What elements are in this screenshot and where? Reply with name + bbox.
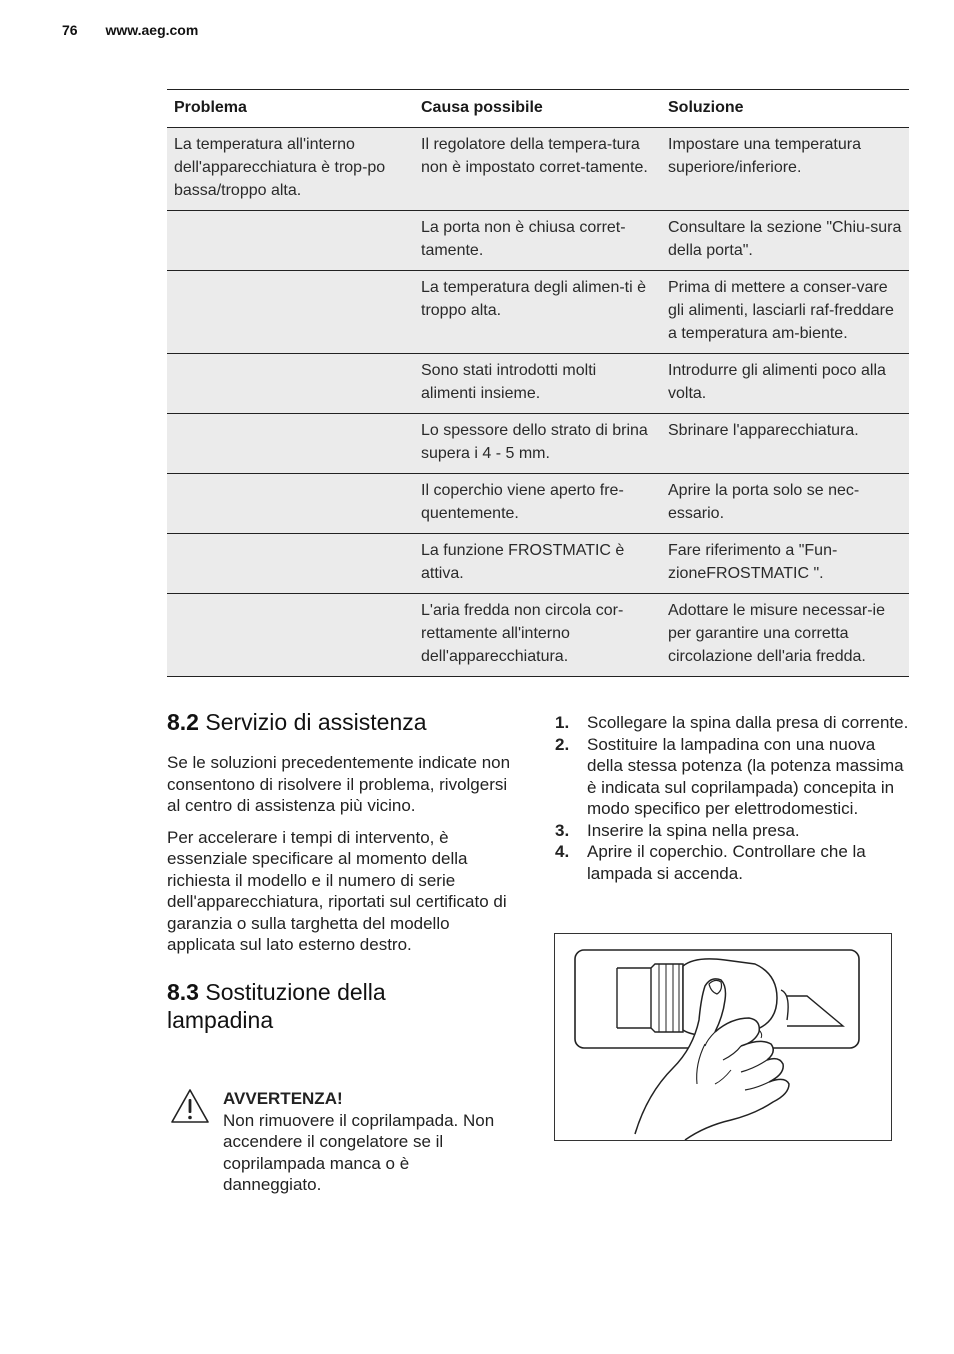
cell-problem [167, 211, 414, 271]
warning-triangle-icon [170, 1088, 210, 1124]
table-row [167, 354, 909, 414]
page-number: 76 [62, 22, 78, 38]
cell-problem [167, 354, 414, 414]
section-title: Sostituzione della [205, 978, 386, 1005]
cell-problem [167, 474, 414, 534]
list-item [553, 712, 913, 734]
list-item [553, 841, 913, 884]
section-number: 8.3 [167, 978, 199, 1005]
cell-cause: Sono stati introdotti molti alimenti insieme. [414, 354, 661, 414]
warning-message: Non rimuovere il coprilampada. Non accendere il congelatore se il coprilampada manca o è danneggiato. [223, 1110, 495, 1194]
cell-problem [167, 414, 414, 474]
cell-cause: La funzione FROSTMATIC è attiva. [414, 534, 661, 594]
right-column [553, 712, 913, 884]
website-url: www.aeg.com [105, 22, 199, 38]
warning-text-block [223, 1088, 503, 1196]
cell-problem [167, 534, 414, 594]
troubleshooting-table [167, 89, 909, 677]
section-heading-service [167, 708, 512, 736]
lamp-replacement-steps [553, 712, 913, 884]
cell-cause: Il regolatore della tempera-tura non è impostato corret-tamente. [414, 128, 661, 211]
column-header-solution: Soluzione [661, 90, 909, 128]
step-number: 2. [555, 734, 570, 754]
cell-cause: L'aria fredda non circola cor-rettamente all'interno dell'apparecchiatura. [414, 594, 661, 677]
step-text: Scollegare la spina dalla presa di corrente. [587, 713, 909, 732]
step-number: 4. [555, 842, 570, 861]
section-heading-lamp [167, 978, 512, 1034]
cell-cause: Il coperchio viene aperto fre-quentemente. [414, 474, 661, 534]
warning-title: AVVERTENZA! [223, 1089, 343, 1108]
list-item [553, 734, 913, 820]
hand-bulb-drawing [555, 934, 891, 1140]
step-number: 3. [555, 820, 570, 840]
service-paragraph: Per accelerare i tempi di intervento, è essenziale specificare al momento della richiesta il modello e il numero di serie dell'apparecchiatura, riportati sul certificato di garanzia o sulla targhetta del modello applicata sul lato esterno destro. [167, 827, 507, 954]
cell-problem: La temperatura all'interno dell'apparecchiatura è trop-po bassa/troppo alta. [167, 128, 414, 211]
column-header-problem: Problema [167, 90, 414, 128]
table-row [167, 128, 909, 211]
table-row [167, 594, 909, 677]
cell-problem [167, 594, 414, 677]
cell-solution: Consultare la sezione "Chiu-sura della porta". [661, 211, 909, 271]
service-paragraph: Se le soluzioni precedentemente indicate non consentono di risolvere il problema, rivolgersi al centro di assistenza più vicino. [167, 753, 511, 815]
list-item [553, 820, 913, 842]
table-row [167, 211, 909, 271]
cell-cause: Lo spessore dello strato di brina supera i 4 - 5 mm. [414, 414, 661, 474]
lamp-replacement-illustration [554, 933, 892, 1141]
cell-problem [167, 271, 414, 354]
table-row [167, 271, 909, 354]
section-number: 8.2 [167, 709, 199, 735]
cell-solution: Aprire la porta solo se nec-essario. [661, 474, 909, 534]
table-row [167, 534, 909, 594]
table-row [167, 474, 909, 534]
section-title: Servizio di assistenza [205, 709, 427, 735]
page-header [62, 22, 222, 38]
table-header-row [167, 90, 909, 128]
cell-cause: La temperatura degli alimen-ti è troppo alta. [414, 271, 661, 354]
column-header-cause: Causa possibile [414, 90, 661, 128]
step-text: Sostituire la lampadina con una nuova della stessa potenza (la potenza massima è indicata sul coprilampada) concepita in modo specifico per elettrodomestici. [587, 734, 904, 818]
cell-cause: La porta non è chiusa corret-tamente. [414, 211, 661, 271]
section-title-continued: lampadina [167, 1006, 274, 1033]
cell-solution: Adottare le misure necessar-ie per garantire una corretta circolazione dell'aria fredda. [661, 594, 909, 677]
cell-solution: Introdurre gli alimenti poco alla volta. [661, 354, 909, 414]
step-text: Aprire il coperchio. Controllare che la lampada si accenda. [587, 842, 866, 883]
table-row [167, 414, 909, 474]
cell-solution: Fare riferimento a "Fun-zioneFROSTMATIC ". [661, 534, 909, 594]
cell-solution: Prima di mettere a conser-vare gli alimenti, lasciarli raf-freddare a temperatura am-biente. [661, 271, 909, 354]
left-column [167, 708, 512, 1194]
cell-solution: Impostare una temperatura superiore/inferiore. [661, 128, 909, 211]
step-number: 1. [555, 713, 570, 732]
step-text: Inserire la spina nella presa. [587, 820, 800, 840]
cell-solution: Sbrinare l'apparecchiatura. [661, 414, 909, 474]
